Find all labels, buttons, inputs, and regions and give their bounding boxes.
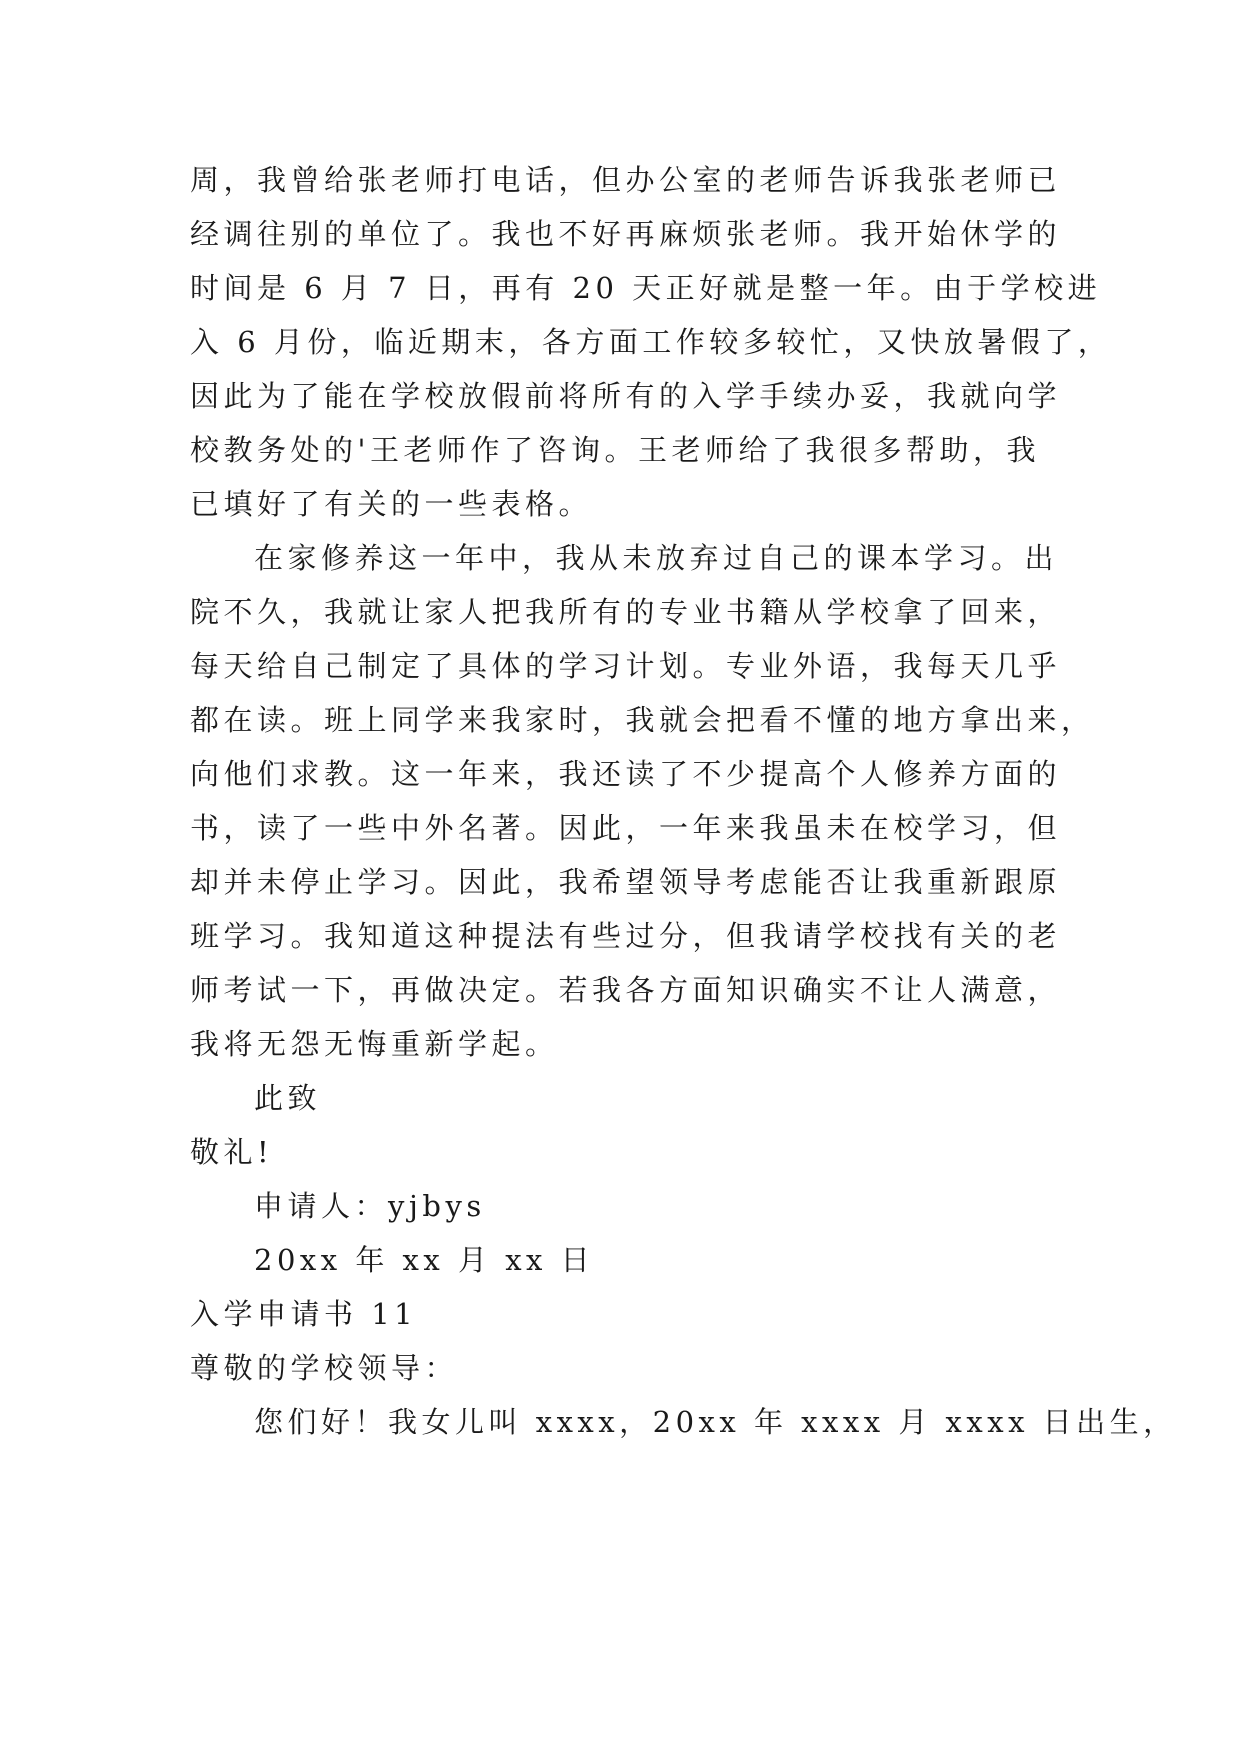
letter-title: 入学申请书 11 [190, 1297, 418, 1331]
paragraph-line: 都在读。班上同学来我家时，我就会把看不懂的地方拿出来， [190, 703, 1095, 737]
paragraph-line: 书，读了一些中外名著。因此，一年来我虽未在校学习，但 [190, 811, 1062, 845]
paragraph-line: 院不久，我就让家人把我所有的专业书籍从学校拿了回来， [190, 595, 1062, 629]
paragraph-line: 在家修养这一年中，我从未放弃过自己的课本学习。出 [254, 541, 1059, 575]
paragraph-line: 入 6 月份，临近期末，各方面工作较多较忙，又快放暑假了， [190, 325, 1112, 359]
paragraph-line: 经调往别的单位了。我也不好再麻烦张老师。我开始休学的 [190, 217, 1062, 251]
paragraph-line: 却并未停止学习。因此，我希望领导考虑能否让我重新跟原 [190, 865, 1062, 899]
salutation-text: 敬礼! [190, 1135, 274, 1169]
applicant-signature: 申请人：yjbys [254, 1189, 486, 1223]
paragraph-line: 时间是 6 月 7 日，再有 20 天正好就是整一年。由于学校进 [190, 271, 1102, 305]
closing-text: 此致 [254, 1081, 322, 1115]
paragraph-line: 已填好了有关的一些表格。 [190, 487, 593, 521]
paragraph-line: 每天给自己制定了具体的学习计划。专业外语，我每天几乎 [190, 649, 1062, 683]
letter-greeting: 尊敬的学校领导： [190, 1351, 459, 1385]
paragraph-line: 向他们求教。这一年来，我还读了不少提高个人修养方面的 [190, 757, 1062, 791]
date-text: 20xx 年 xx 月 xx 日 [254, 1243, 595, 1277]
paragraph-line: 师考试一下，再做决定。若我各方面知识确实不让人满意， [190, 973, 1062, 1007]
paragraph-line: 我将无怨无悔重新学起。 [190, 1027, 559, 1061]
paragraph-line: 您们好！我女儿叫 xxxx，20xx 年 xxxx 月 xxxx 日出生， [254, 1405, 1177, 1439]
paragraph-line: 周，我曾给张老师打电话，但办公室的老师告诉我张老师已 [190, 163, 1062, 197]
paragraph-line: 班学习。我知道这种提法有些过分，但我请学校找有关的老 [190, 919, 1062, 953]
paragraph-line: 因此为了能在学校放假前将所有的入学手续办妥，我就向学 [190, 379, 1062, 413]
paragraph-line: 校教务处的'王老师作了咨询。王老师给了我很多帮助，我 [190, 433, 1040, 467]
